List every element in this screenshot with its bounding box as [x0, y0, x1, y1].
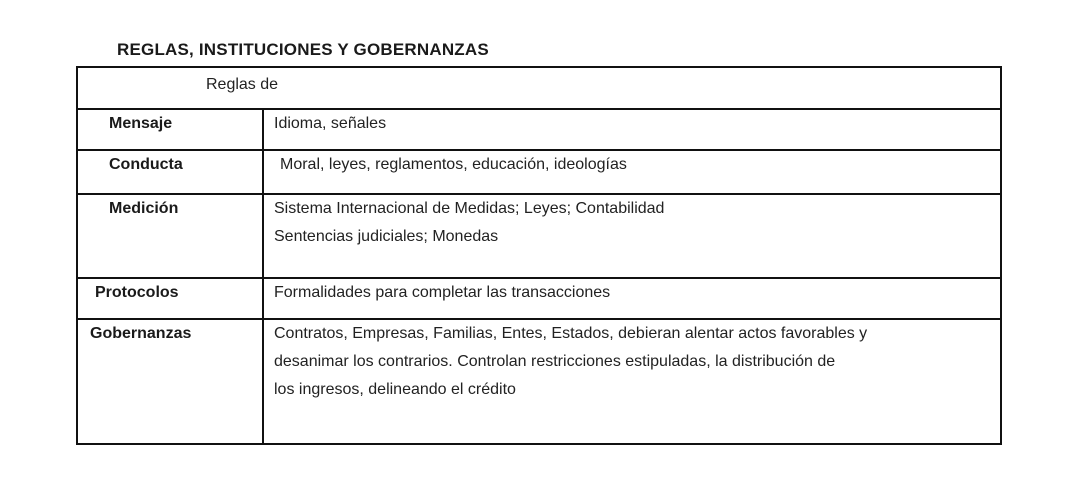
row-value-line: Formalidades para completar las transacciones: [274, 284, 611, 301]
document-title: REGLAS, INSTITUCIONES Y GOBERNANZAS: [117, 40, 489, 59]
row-value-line: Contratos, Empresas, Familias, Entes, Estados, debieran alentar actos favorables y: [274, 325, 868, 342]
rules-table: [76, 66, 1002, 445]
row-value-line: Moral, leyes, reglamentos, educación, ideologías: [280, 156, 627, 173]
row-value-cell: [263, 278, 1001, 319]
row-label: Gobernanzas: [90, 325, 192, 342]
table-row-gobernanzas: [77, 319, 1001, 444]
row-value-cell: [263, 194, 1001, 278]
row-label-cell: [77, 109, 263, 150]
row-value-line: Sistema Internacional de Medidas; Leyes; Contabilidad: [274, 200, 665, 217]
table-row-protocolos: [77, 278, 1001, 319]
row-label: Protocolos: [95, 284, 179, 301]
table-header-text: Reglas de: [206, 76, 279, 93]
row-label-cell: [77, 319, 263, 444]
row-value-cell: [263, 319, 1001, 444]
row-value-line: los ingresos, delineando el crédito: [274, 381, 516, 398]
row-label-cell: [77, 150, 263, 194]
table-header-cell: [77, 67, 1001, 109]
row-value-cell: [263, 150, 1001, 194]
row-label: Mensaje: [109, 115, 173, 132]
row-value-line: Sentencias judiciales; Monedas: [274, 228, 499, 245]
table-header-row: [77, 67, 1001, 109]
table-row-medicion: [77, 194, 1001, 278]
table-row-mensaje: [77, 109, 1001, 150]
row-label-cell: [77, 194, 263, 278]
row-label: Medición: [109, 200, 179, 217]
row-label: Conducta: [109, 156, 183, 173]
table-row-conducta: [77, 150, 1001, 194]
row-value-line: Idioma, señales: [274, 115, 387, 132]
row-label-cell: [77, 278, 263, 319]
row-value-line: desanimar los contrarios. Controlan restricciones estipuladas, la distribución de: [274, 353, 836, 370]
row-value-cell: [263, 109, 1001, 150]
